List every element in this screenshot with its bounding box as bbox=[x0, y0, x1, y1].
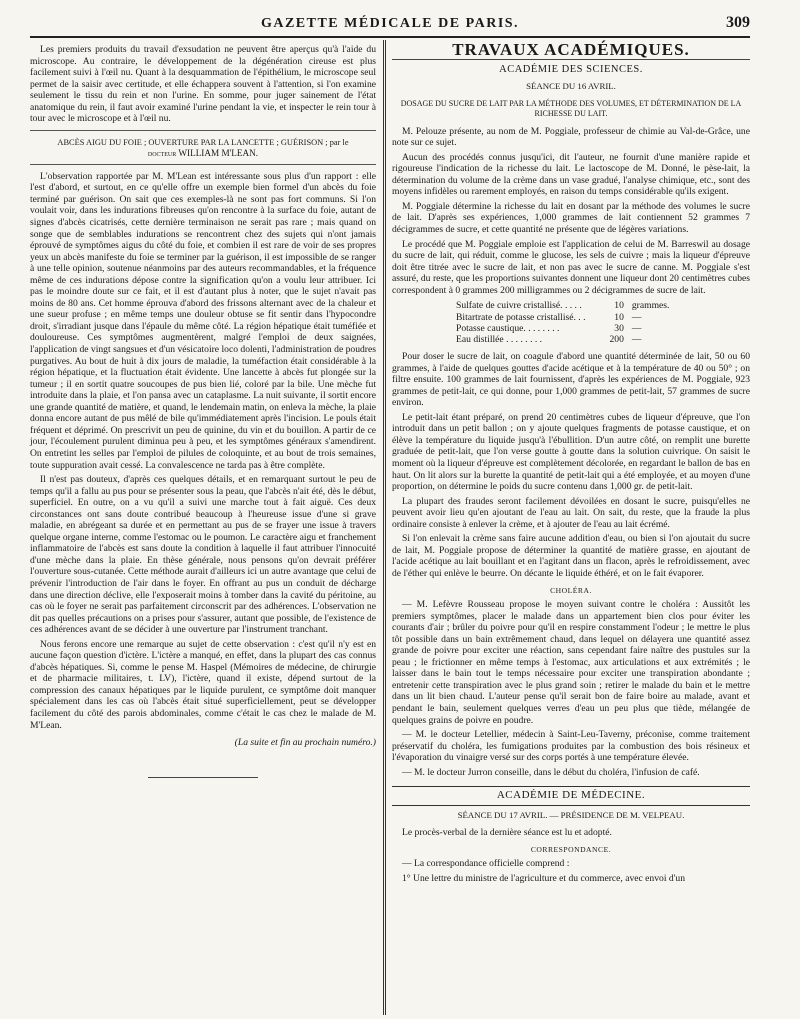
body-paragraph: Le procès-verbal de la dernière séance est lu et adopté. bbox=[402, 827, 612, 839]
body-paragraph: Si l'on enlevait la crème sans faire aucune addition d'eau, ou bien si l'on ajoutait du sucre de lait, M. Poggiale propose de déterminer la quantité de matière grasse, en ajoutant de l'acide acétique au lait bouillant et en l'agitant dans un flacon, après le refroidissement, avec de l'éther qui enlève le beurre. On décante le liquide éthéré, et on le fait évaporer. bbox=[392, 533, 750, 579]
left-column bbox=[30, 44, 376, 778]
section-rule bbox=[30, 130, 376, 131]
body-paragraph: L'observation rapportée par M. M'Lean est intéressante sous plus d'un rapport : elle l'est d'abord, et surtout, en ce qu'elle offre un exemple bien formel d'un abcès du foie terminé par guérison. On sait que ces exemples-là ne sont pas fort communs. Si l'on voulait voir, dans les indurations fibreuses qu'on rencontre à la surface du foie, autant de signes d'abcès cicatrisés, cette dernière terminaison ne serait pas rare ; mais quand on songe que de semblables indurations se rencontrent chez des sujets qui n'ont jamais éprouvé de symptômes aigus du côté du foie, et combien il est rare de voir de ses propres yeux un abcès manifeste du foie se terminer par la guérison, il est impossible de se ranger à une telle opinion, soutenue néanmoins par des auteurs recommandables, et la fréquence même de ces indurations dépose contre la signification qu'on a voulu leur attribuer. Ici pas le moindre doute sur ce fait, et il est d'autant plus à noter, que le sujet n'avait pas moins de 80 ans. Cet homme éprouva d'abord des frissons alternant avec de la chaleur et une sueur profuse ; en même temps une douleur obtuse se fit sentir dans l'hypocondre droit, s'irradiant jusque dans l'épaule du même côté. La région hépatique était tuméfiée et douloureuse. Ces symptômes augmentèrent, malgré l'emploi de deux saignées, l'application de vingt sangsues et d'un vésicatoire loco dolenti, l'administration de poudres purgatives. Au bout de huit à dix jours de maladie, la tuméfaction était considérable à la région hépatique, et la fluctuation était évidente. Une lancette à abcès fut plongée sur la tumeur ; il en sortit quatre soucoupes de pus bien lié, coloré par la bile. Une mèche fut introduite dans la plaie, et l'on pansa avec un cataplasme. La nuit suivante, il sortit encore une grande quantité de matière, et quand, le lendemain matin, on enleva la mèche, la plaie donna encore autant de pus mêlé de bile qu'immédiatement après l'incision. Le pouls était fréquent et déprimé. On prescrivit un peu de quinine, du vin et du bouillon. A partir de ce jour, l'écoulement purulent diminua peu à peu, et les symptômes généraux s'amendirent. On entretint les selles par l'emploi de pilules de coloquinte, et au bout de trois semaines, toute suppuration avait cessé. La convalescence ne tarda pas à être complète. bbox=[30, 170, 376, 471]
body-paragraph: — M. Lefèvre Rousseau propose le moyen suivant contre le choléra : Aussitôt les premiers symptômes, placer le malade dans un appartement bien clos pour éviter les courants d'air ; brûler du poivre pour qu'il en respire constamment l'odeur ; le mettre le plus tôt possible dans un bain extrêmement chaud, dans lequel on délayera une quantité assez grande de poivre pour exciter une réaction, sans cependant faire naître des pustules sur la peau ; le frictionner en même temps à l'estomac, aux articulations et aux extrémités ; le laisser dans le bain tout le temps nécessaire pour exciter une transpiration abondante ; entretenir cette transpiration avec le plus grand soin ; retirer le malade du bain et le mettre dans un lit bien chaud. L'auteur pense qu'il serait bon de faire boire au malade, avant et pendant le bain, seulement quelques verres d'eau un peu plus que tiède, mélangée de quelques grains de poivre en poudre. bbox=[392, 599, 750, 726]
ingredient-unit: — bbox=[631, 333, 642, 345]
seance-date: SÉANCE DU 16 AVRIL. bbox=[526, 81, 616, 92]
academy-sciences-heading: ACADÉMIE DES SCIENCES. bbox=[499, 63, 643, 75]
continuation-note: (La suite et fin au prochain numéro.) bbox=[234, 737, 376, 749]
body-paragraph: Pour doser le sucre de lait, on coagule d'abord une quantité déterminée de lait, 50 ou 60 grammes, à l'aide de quelques gouttes d'acide acétique et à la température de 40 ou 50° ; on filtre ensuite. 100 grammes de lait fournissent, d'après les expériences de M. Poggiale, 923 grammes de petit-lait, ce qui donne, pour 1,000 grammes de petit-lait, 57 grammes de sucre environ. bbox=[392, 351, 750, 409]
table-row bbox=[452, 323, 673, 334]
body-paragraph: Le procédé que M. Poggiale emploie est l'application de celui de M. Barreswil au dosage du sucre de lait, qui réduit, comme le glucose, les sels de cuivre ; mais la liqueur d'épreuve doit être titrée avec le sucre de lait, et non pas avec le sucre de canne. M. Poggiale s'est assuré, du reste, que les proportions suivantes donnent une liqueur dont 20 centimètres cubes correspondent à 0 grammes 200 milligrammes ou 2 décigrammes de sucre de lait. bbox=[392, 238, 750, 296]
ingredient-unit: — bbox=[631, 311, 642, 323]
correspondance-heading: CORRESPONDANCE. bbox=[530, 844, 612, 854]
section-author: docteur WILLIAM M'LEAN. bbox=[147, 147, 259, 158]
seance-date: SÉANCE DU 17 AVRIL. — PRÉSIDENCE DE M. VELPEAU. bbox=[457, 809, 685, 820]
ingredient-name: Potasse caustique. . . . . . . . bbox=[456, 322, 560, 334]
ingredient-qty: 30 bbox=[614, 322, 624, 334]
body-paragraph: — M. le docteur Letellier, médecin à Saint-Leu-Taverny, préconise, comme traitement préservatif du choléra, les fumigations produites par la combustion des bois résineux et l'évaporation du vinaigre versé sur des corps portés à une température élevée. bbox=[392, 729, 750, 764]
table-row bbox=[452, 334, 673, 345]
cholera-heading: CHOLÉRA. bbox=[550, 585, 592, 595]
body-paragraph: La plupart des fraudes seront facilement dévoilées en dosant le sucre, puisqu'elles ne peuvent avoir lieu qu'en ajoutant de l'eau au lait. On sait, du reste, que la fraude la plus ordinaire consiste à enlever la crème, et à ajouter de l'eau au lait écrémé. bbox=[392, 495, 750, 530]
article-title: DOSAGE DU SUCRE DE LAIT PAR LA MÉTHODE DES VOLUMES, ET DÉTERMINATION DE LA RICHESSE DU LAIT. bbox=[400, 98, 742, 119]
body-paragraph: Il n'est pas douteux, d'après ces quelques détails, et en remarquant surtout le peu de temps qu'il a fallu au pus pour se présenter sous la peau, que l'abcès n'ait été, dès le début, superficiel. En outre, on a vu qu'il a suivi une marche tout à fait aiguë. Ces deux circonstances ont sans doute contribué beaucoup à l'heureuse issue d'une si grave maladie, en abrégeant sa durée et en permettant au pus de se frayer une issue à travers quelque organe interne, comme l'estomac ou le poumon. Le caractère aigu et franchement inflammatoire de l'abcès est sans doute la condition à laquelle il faut attribuer l'innocuité d'une mèche dans la plaie. En thèse générale, nous pensons qu'on devrait préférer l'ouverture sous-cutanée. Cette méthode aurait d'ailleurs ici un autre avantage que celui de prévenir l'introduction de l'air dans le foyer. En offrant au pus un conduit de décharge dans une direction déclive, elle l'exposerait moins à tomber dans la cavité du péritoine, au cas où le foyer ne serait pas parfaitement circonscrit par des adhérences. L'observation ne dit pas quelles précautions on a prises pour s'assurer, autant que possible, de l'existence de ces adhérences avant de se décider à une ouverture par l'instrument tranchant. bbox=[30, 474, 376, 636]
ingredient-qty: 10 bbox=[614, 311, 624, 323]
body-paragraph: M. Pelouze présente, au nom de M. Poggiale, professeur de chimie au Val-de-Grâce, une note sur ce sujet. bbox=[392, 125, 750, 149]
page-header bbox=[30, 14, 750, 38]
body-paragraph: Le petit-lait étant préparé, on prend 20 centimètres cubes de liqueur d'épreuve, que l'on introduit dans un petit ballon ; on y ajoute quelques fragments de potasse caustique, et on élève la température du liquide jusqu'à l'ébullition. D'un autre côté, on remplit une burette graduée de petit-lait, que l'on verse goutte à goutte dans la solution cuivrique. On saisit le moment où la liqueur d'épreuve est complètement décolorée, en regardant le ballon de bas en haut. On lit alors sur la burette la quantité de petit-lait qui a été employée, et au moyen d'une proportion, on détermine le poids du sucre contenu dans 1,000 gr. de petit-lait. bbox=[392, 411, 750, 493]
column-divider bbox=[383, 40, 386, 1015]
main-title: TRAVAUX ACADÉMIQUES. bbox=[392, 44, 750, 60]
ingredient-qty: 200 bbox=[609, 333, 624, 345]
recipe-table bbox=[452, 300, 673, 345]
intro-paragraph: Les premiers produits du travail d'exsudation ne peuvent être aperçus qu'à l'aide du microscope. Au contraire, le développement de la dégénération cireuse est plus facilement suivi à l'œil nu. Quant à la desquammation de l'épithélium, le microscope seul permet de la saisir avec certitude, et elle échappera souvent à l'attention, si l'on examine seulement le tissu du rein et non l'urine. En somme, pour juger sainement de l'état anatomique du rein, il faut avoir examiné l'urine pendant la vie, et inspecter le rein tour à tour avec le microscope et à l'œil nu. bbox=[30, 44, 376, 125]
academy-medecine-heading: ACADÉMIE DE MÉDECINE. bbox=[392, 786, 750, 806]
body-paragraph: — M. le docteur Jurron conseille, dans le début du choléra, l'infusion de café. bbox=[402, 766, 700, 778]
section-title: ABCÈS AIGU DU FOIE ; OUVERTURE PAR LA LANCETTE ; GUÉRISON ; par le bbox=[57, 137, 349, 147]
table-row bbox=[452, 312, 673, 323]
end-rule bbox=[148, 777, 258, 778]
right-column bbox=[392, 40, 750, 888]
table-row bbox=[452, 300, 673, 311]
body-paragraph: M. Poggiale détermine la richesse du lait en dosant par la méthode des volumes le sucre de lait. D'après ses expériences, 1,000 grammes de lait contiennent 52 grammes 7 décigrammes de sucre, et cette quantité ne présente que de légères variations. bbox=[392, 200, 750, 236]
journal-title: GAZETTE MÉDICALE DE PARIS. bbox=[260, 16, 520, 31]
ingredient-name: Bitartrate de potasse cristallisé. . . bbox=[456, 311, 586, 323]
ingredient-unit: — bbox=[631, 322, 642, 334]
body-paragraph: 1° Une lettre du ministre de l'agriculture et du commerce, avec envoi d'un bbox=[402, 872, 686, 884]
body-paragraph: Nous ferons encore une remarque au sujet de cette observation : c'est qu'il n'y est en aucune façon question d'ictère. L'ictère a manqué, en effet, dans la plupart des cas connus d'abcès hépatiques. Si, comme le pense M. Haspel (Mémoires de médecine, de chirurgie et de pharmacie militaires, t. LV), l'ictère, quand il existe, dépend surtout de la compression des canaux hépatiques par le liquide purulent, ce symptôme doit manquer spécialement dans les cas où l'abcès était situé superficiellement, peut se développer facilement du côté des parois abdominales, comme c'était le cas chez le malade de M. M'Lean. bbox=[30, 638, 376, 731]
ingredient-name: Sulfate de cuivre cristallisé. . . . . bbox=[456, 300, 582, 312]
ingredient-qty: 10 bbox=[614, 300, 624, 312]
section-rule bbox=[30, 164, 376, 165]
section-heading bbox=[30, 137, 376, 159]
body-paragraph: — La correspondance officielle comprend : bbox=[402, 858, 570, 870]
body-paragraph: Aucun des procédés connus jusqu'ici, dit l'auteur, ne fournit d'une manière rapide et rigoureuse l'indication de la richesse du lait. Le lactoscope de M. Donné, le pèse-lait, la détermination du volume de la crème dans un vase gradué, l'analyse chimique, etc., sont des moyens infidèles ou rarement employés, en raison du temps considérable qu'ils exigent. bbox=[392, 151, 750, 198]
page-number: 309 bbox=[726, 14, 750, 31]
ingredient-unit: grammes. bbox=[631, 300, 670, 312]
ingredient-name: Eau distillée . . . . . . . . bbox=[456, 333, 543, 345]
